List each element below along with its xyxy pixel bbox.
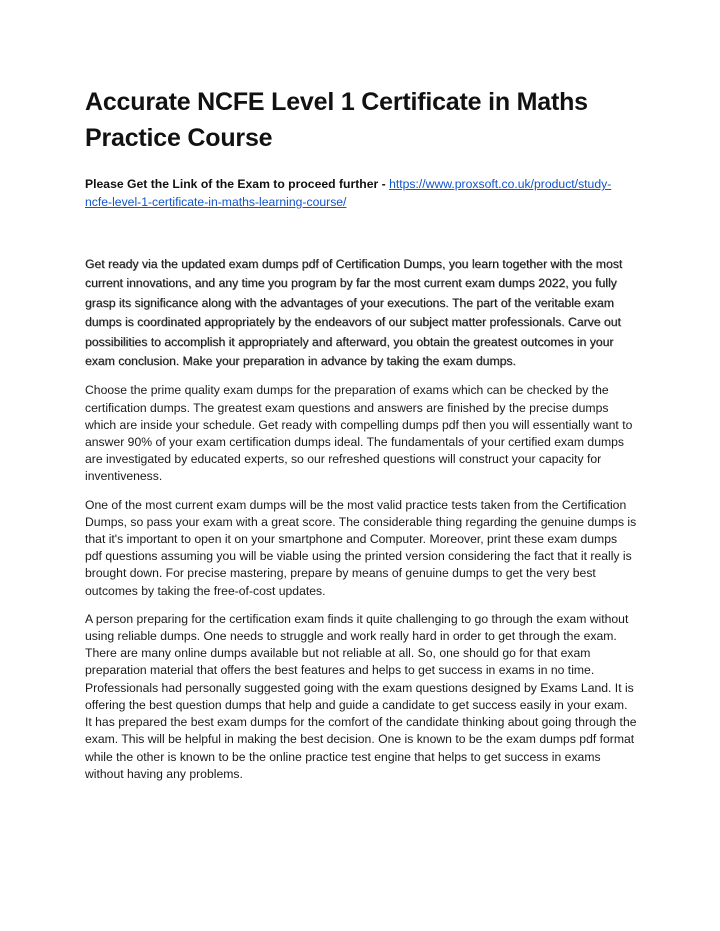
page-title: Accurate NCFE Level 1 Certificate in Maths Practice Course	[85, 88, 588, 152]
intro-lead-text: Please Get the Link of the Exam to proceed further -	[85, 177, 390, 191]
paragraph-4: A person preparing for the certification exam finds it quite challenging to go through the exam without using reliable dumps. One needs to struggle and work really hard in order to get through the exam. There are many online dumps available but not reliable at all. So, one should go for that exam preparation material that offers the best features and helps to get success in exams in no time. Professionals had personally suggested going with the exam questions designed by Exams Land. It is offering the best question dumps that help and guide a candidate to get success easily in your exam. It has prepared the best exam dumps for the comfort of the candidate thinking about going through the exam. This will be helpful in making the best decision. One is known to be the exam dumps pdf format while the other is known to be the online practice test engine that helps to get success in exams without having any problems.	[85, 611, 637, 781]
exam-link[interactable]: https://www.proxsoft.co.uk/product/study-ncfe-level-1-certificate-in-maths-learning-course/	[85, 177, 612, 209]
paragraph-3: One of the most current exam dumps will be the most valid practice tests taken from the Certification Dumps, so pass your exam with a great score. The considerable thing regarding the genuine dumps is that it's important to open it on your smartphone and Computer. Moreover, print these exam dumps pdf questions assuming you will be viable using the printed version considering the fact that it really is brought down. For precise mastering, prepare by means of genuine dumps to get the very best outcomes by taking the free-of-cost updates.	[85, 497, 637, 598]
paragraph-2: Choose the prime quality exam dumps for the preparation of exams which can be checked by the certification dumps. The greatest exam questions and answers are finished by the precise dumps which are inside your schedule. Get ready with compelling dumps pdf then you will essentially want to answer 90% of your exam certification dumps ideal. The fundamentals of your certified exam dumps are investigated by educated experts, so our refreshed questions will construct your capacity for inventiveness.	[85, 383, 633, 484]
paragraph-1: Get ready via the updated exam dumps pdf of Certification Dumps, you learn together with the most current innovations, and any time you program by far the most current exam dumps 2022, you fully grasp its significance along with the advantages of your executions. The part of the veritable exam dumps is coordinated appropriately by the endeavors of our subject matter professionals. Carve out possibilities to accomplish it appropriately and afterward, you obtain the greatest outcomes in your exam conclusion. Make your preparation in advance by taking the exam dumps.	[85, 257, 623, 369]
document-page	[85, 84, 637, 783]
intro-line	[85, 175, 637, 211]
